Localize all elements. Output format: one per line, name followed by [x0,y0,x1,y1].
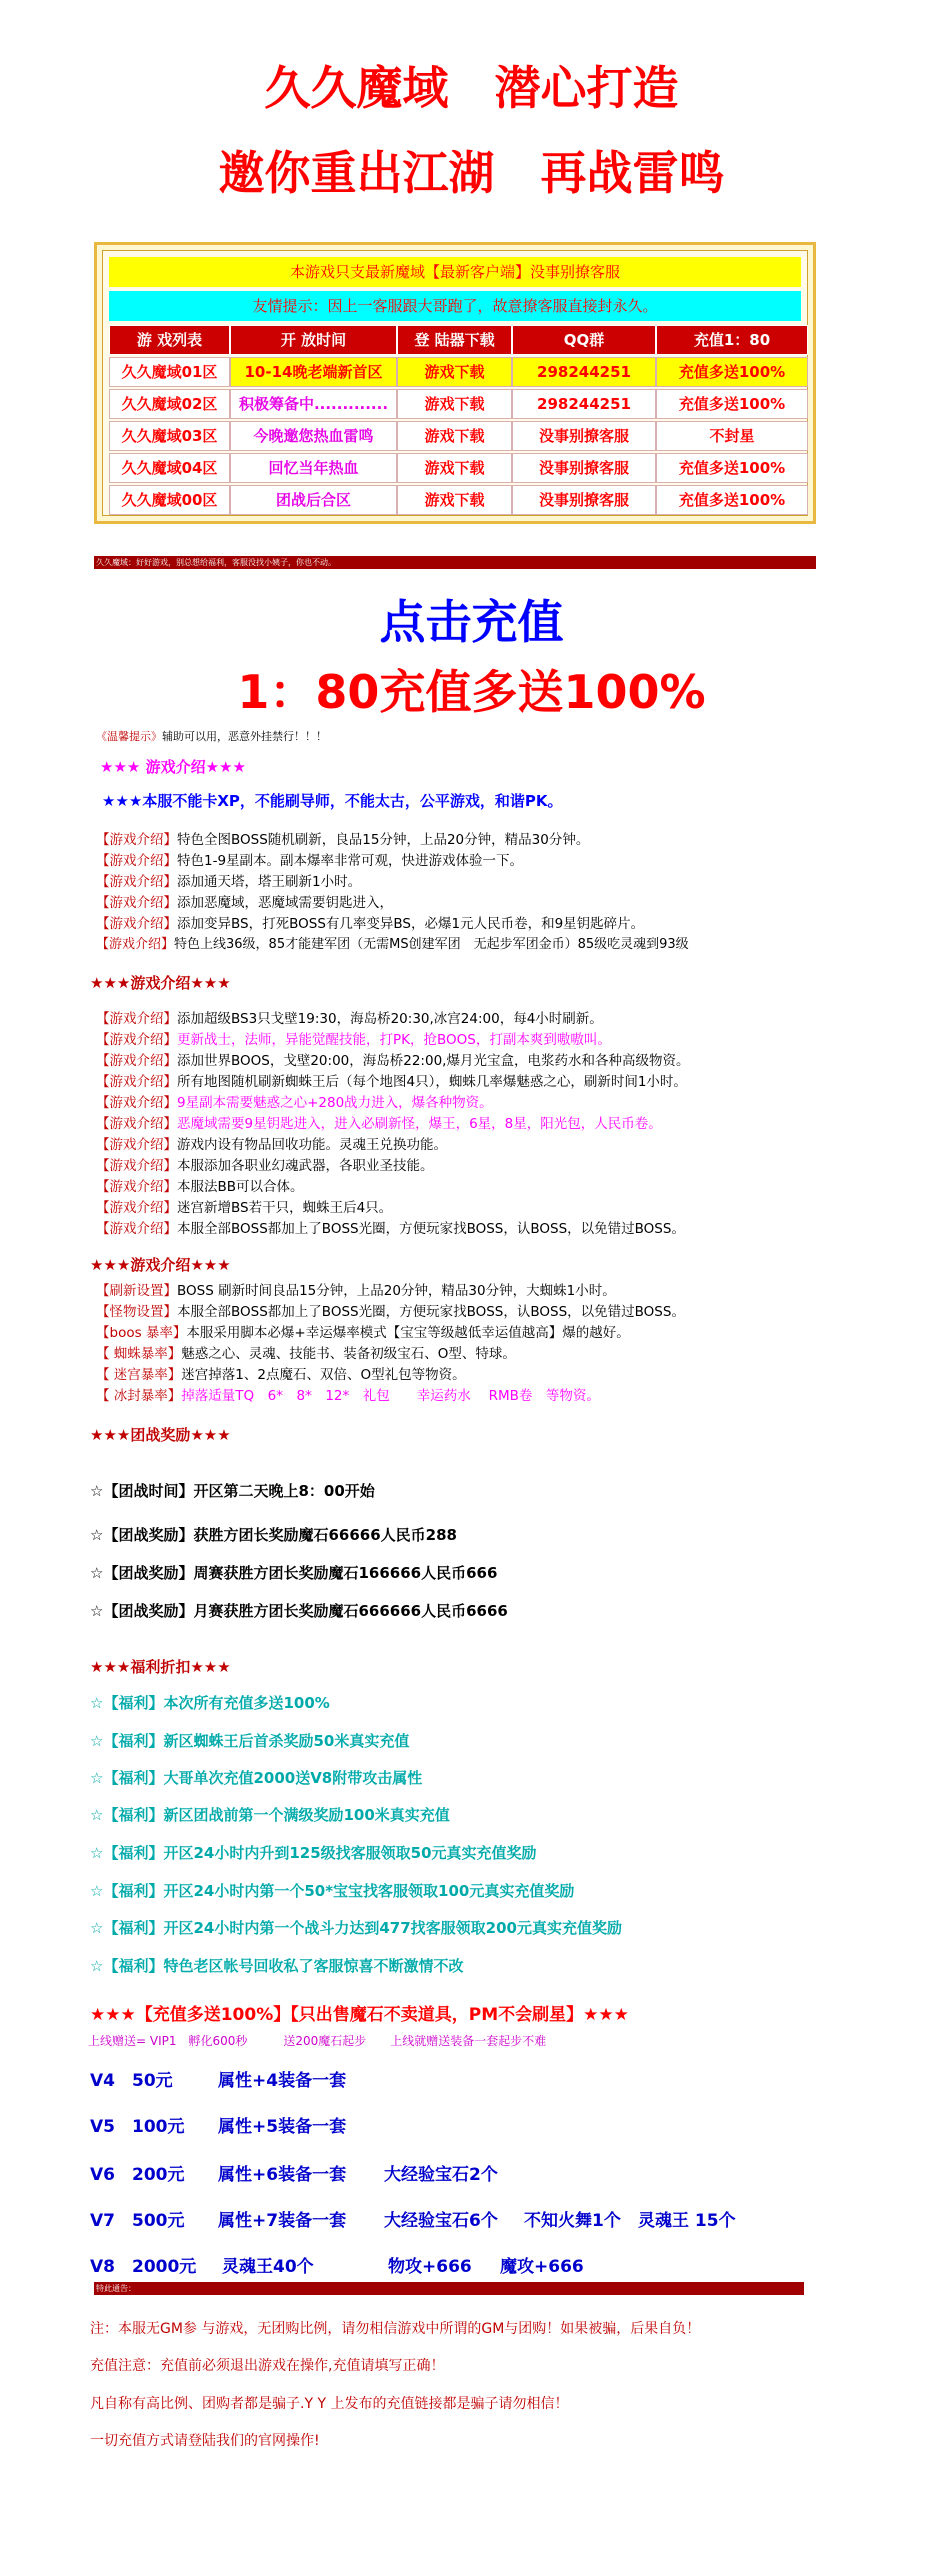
item-text: 9星副本需要魅惑之心+280战力进入，爆各种物资。 [177,1095,493,1111]
item-tag: 【游戏介绍】 [96,874,177,890]
vip-attr: 属性+7装备一套 [218,2211,347,2231]
welfare-item [90,1767,422,1788]
item-text: 本服添加各职业幻魂武器，各职业圣技能。 [177,1158,434,1174]
warm-tip [96,728,327,744]
intro3-item [96,1342,516,1362]
team-item: ☆【团战时间】开区第二天晚上8：00开始 [90,1482,375,1500]
team-item: ☆【团战奖励】获胜方团长奖励魔石66666人民币288 [90,1526,457,1544]
server-recharge: 充值多送100% [656,357,808,387]
intro1-item [96,933,689,952]
server-open-time: 团战后合区 [230,485,397,515]
item-text: 所有地图随机刷新蜘蛛王后（每个地图4只），蜘蛛几率爆魅惑之心，刷新时间1小时。 [177,1074,687,1090]
warm-tip-text: 辅助可以用，恶意外挂禁行！！！ [162,730,327,743]
intro1-item [96,870,361,890]
vip-extra2: 不知火舞1个 [524,2211,621,2231]
notice-line: 凡自称有高比例、团购者都是骗子.Y Y 上发布的充值链接都是骗子请勿相信！ [90,2396,569,2412]
item-text: 特色全图BOSS随机刷新，良品15分钟，上品20分钟，精品30分钟。 [177,832,590,848]
intro3-item [96,1384,600,1404]
item-text: 游戏内设有物品回收功能。灵魂王兑换功能。 [177,1137,447,1153]
welfare-item [90,1692,330,1713]
server-name: 久久魔域03区 [109,421,230,451]
item-text: 恶魔域需要9星钥匙进入，进入必刷新怪，爆王，6星，8星，阳光包，人民币卷。 [177,1116,662,1132]
vip-level: V6 200元 [90,2165,185,2185]
item-tag: 【游戏介绍】 [96,1074,177,1090]
item-tag: 【游戏介绍】 [96,1116,177,1132]
item-text: 添加通天塔，塔王刷新1小时。 [177,874,362,890]
item-tag: 【 迷宫暴率】 [96,1367,182,1383]
promo-banner: ★★★【充值多送100%】【只出售魔石不卖道具，PM不会刷星】★★★ [90,2005,629,2025]
item-tag: 【游戏介绍】 [96,832,177,848]
headline-line-1: 久久魔域 潜心打造 [264,61,679,115]
intro2-item [96,1196,392,1216]
intro2-item [96,1175,304,1195]
server-open-time: 回忆当年热血 [230,453,397,483]
header-open-time: 开 放时间 [230,325,397,355]
vip-attr: 属性+6装备一套 [218,2165,347,2185]
server-notice: 本游戏只支最新魔域【最新客户端】没事别撩客服 [109,257,801,287]
intro3-item [96,1321,630,1341]
header-game-list: 游 戏列表 [109,325,230,355]
team-title: ★★★团战奖励★★★ [90,1426,231,1444]
item-tag: 【 蜘蛛暴率】 [96,1346,182,1362]
notice-line: 充值注意：充值前必须退出游戏在操作,充值请填写正确！ [90,2358,445,2374]
vip-extra: 大经验宝石6个 [384,2211,498,2231]
item-tag: 【 冰封暴率】 [96,1388,182,1404]
header-recharge: 充值1：80 [656,325,808,355]
notice-red-bar: 特此通告： [94,2282,804,2295]
vip-attr: 属性+4装备一套 [218,2071,347,2091]
recharge-rate: 1：80充值多送100% [237,665,706,719]
welfare-item [90,1804,450,1825]
vip-level: V8 2000元 [90,2257,197,2277]
vip-extra3: 灵魂王 15个 [638,2211,736,2231]
item-tag: 【游戏介绍】 [96,895,177,911]
download-link[interactable]: 游戏下载 [397,421,512,451]
welfare-text: 【福利】特色老区帐号回收私了客服惊喜不断激情不改 [103,1957,464,1975]
intro1-item [96,828,589,848]
headline-line-2: 邀你重出江湖 再战雷鸣 [218,146,725,200]
item-tag: 【游戏介绍】 [96,1158,177,1174]
welfare-text: 【福利】开区24小时内升到125级找客服领取50元真实充值奖励 [103,1844,537,1862]
welfare-text: 【福利】大哥单次充值2000送V8附带攻击属性 [103,1769,423,1787]
item-tag: 【游戏介绍】 [96,1179,177,1195]
item-text: 本服采用脚本必爆+幸运爆率模式【宝宝等级越低幸运值越高】爆的越好。 [186,1325,630,1341]
star-icon: ☆ [90,1806,104,1824]
item-tag: 【游戏介绍】 [96,1221,177,1237]
notice-line: 一切充值方式请登陆我们的官网操作! [90,2433,320,2449]
server-qq: 298244251 [512,357,656,387]
star-icon: ☆ [90,1844,104,1862]
server-name: 久久魔域01区 [109,357,230,387]
intro1-subtitle: ★★★本服不能卡XP，不能刷导师，不能太古，公平游戏，和谐PK。 [102,792,563,810]
welfare-text: 【福利】开区24小时内第一个50*宝宝找客服领取100元真实充值奖励 [103,1882,575,1900]
item-text: 迷宫新增BS若干只，蜘蛛王后4只。 [177,1200,393,1216]
welfare-item [90,1730,409,1751]
item-tag: 【游戏介绍】 [96,1032,177,1048]
download-link[interactable]: 游戏下载 [397,389,512,419]
star-icon: ☆ [90,1882,104,1900]
download-link[interactable]: 游戏下载 [397,357,512,387]
item-tag: 【游戏介绍】 [96,1137,177,1153]
intro3-item [96,1279,616,1299]
team-item: ☆【团战奖励】周赛获胜方团长奖励魔石166666人民币666 [90,1564,498,1582]
intro2-item [96,1112,662,1132]
welfare-item [90,1955,463,1976]
intro1-title: ★★★ 游戏介绍★★★ [100,758,246,776]
welfare-item [90,1880,574,1901]
server-open-time: 积极筹备中............. [230,389,397,419]
vip-extra: 大经验宝石2个 [384,2165,498,2185]
vip-extra2: 魔攻+666 [500,2257,584,2277]
vip-level: V7 500元 [90,2211,185,2231]
star-icon: ☆ [90,1957,104,1975]
intro2-title: ★★★游戏介绍★★★ [90,974,231,992]
warm-tip-label: 《温馨提示》 [96,730,162,743]
intro2-item [96,1028,611,1048]
vip-level: V5 100元 [90,2117,185,2137]
team-item: ☆【团战奖励】月赛获胜方团长奖励魔石666666人民币6666 [90,1602,508,1620]
welfare-item [90,1917,622,1938]
item-tag: 【刷新设置】 [96,1283,177,1299]
item-tag: 【游戏介绍】 [96,1095,177,1111]
item-text: 添加恶魔域，恶魔域需要钥匙进入， [177,895,393,911]
star-icon: ☆ [90,1919,104,1937]
star-icon: ☆ [90,1694,104,1712]
header-qq-group: QQ群 [512,325,656,355]
welfare-text: 【福利】本次所有充值多送100% [103,1694,330,1712]
server-name: 久久魔域02区 [109,389,230,419]
star-icon: ☆ [90,1732,104,1750]
welfare-item [90,1842,537,1863]
intro2-item [96,1133,447,1153]
item-tag: 【怪物设置】 [96,1304,177,1320]
intro3-item [96,1300,685,1320]
server-open-time: 今晚邀您热血雷鸣 [230,421,397,451]
vip-attr: 灵魂王40个 [222,2257,314,2277]
item-text: 本服全部BOSS都加上了BOSS光圈，方便玩家找BOSS，认BOSS，以免错过BOSS。 [177,1304,685,1320]
vip-level: V4 50元 [90,2071,173,2091]
intro2-item [96,1217,685,1237]
server-recharge: 不封星 [656,421,808,451]
top-red-bar: 久久魔域：好好游戏，别总想给福利，客服没找小姨子，你也不动。 [94,556,816,569]
item-text: 迷宫掉落1、2点魔石、双倍、O型礼包等物资。 [181,1367,466,1383]
item-tag: 【游戏介绍】 [96,1200,177,1216]
welfare-title: ★★★福利折扣★★★ [90,1658,231,1676]
vip-attr: 属性+5装备一套 [218,2117,347,2137]
intro2-item [96,1007,603,1027]
server-recharge: 充值多送100% [656,485,808,515]
server-list-box [94,242,816,524]
notice-line: 注：本服无GM参 与游戏，无团购比例，请勿相信游戏中所谓的GM与团购！如果被骗，后果自负！ [90,2321,701,2337]
intro1-item [96,912,644,932]
intro2-item [96,1091,493,1111]
item-tag: 【游戏介绍】 [96,916,177,932]
item-text: BOSS 刷新时间良品15分钟，上品20分钟，精品30分钟，大蜘蛛1小时。 [177,1283,616,1299]
intro3-title: ★★★游戏介绍★★★ [90,1256,231,1274]
friendly-tip: 友情提示：因上一客服跟大哥跑了，故意撩客服直接封永久。 [109,291,801,321]
intro2-item [96,1154,434,1174]
welfare-text: 【福利】新区蜘蛛王后首杀奖励50米真实充值 [103,1732,410,1750]
item-text: 特色上线36级，85才能建军团（无需MS创建军团 无起步军团金币）85级吃灵魂到93级 [174,937,689,952]
item-text: 更新战士，法师，异能觉醒技能，打PK，抢BOOS，打副本爽到嗷嗷叫。 [177,1032,611,1048]
server-name: 久久魔域04区 [109,453,230,483]
intro2-item [96,1049,689,1069]
star-icon: ☆ [90,1769,104,1787]
vip-extra: 物攻+666 [388,2257,472,2277]
promo-sub: 上线赠送= VIP1 孵化600秒 送200魔石起步 上线就赠送装备一套起步不难 [88,2034,547,2048]
item-text: 本服全部BOSS都加上了BOSS光圈，方便玩家找BOSS，认BOSS，以免错过BOSS。 [177,1221,685,1237]
server-list-inner [102,250,808,516]
item-text: 本服法BB可以合体。 [177,1179,304,1195]
server-name: 久久魔域00区 [109,485,230,515]
welfare-text: 【福利】新区团战前第一个满级奖励100米真实充值 [103,1806,450,1824]
item-tag: 【游戏介绍】 [96,1053,177,1069]
item-text: 添加超级BS3只戈壁19:30，海岛桥20:30,冰宫24:00，每4小时刷新。 [177,1011,603,1027]
server-qq: 没事别撩客服 [512,453,656,483]
item-tag: 【游戏介绍】 [96,937,175,952]
server-recharge: 充值多送100% [656,389,808,419]
intro1-item [96,849,523,869]
server-qq: 298244251 [512,389,656,419]
intro3-item [96,1363,466,1383]
download-link[interactable]: 游戏下载 [397,485,512,515]
item-text: 特色1-9星副本。副本爆率非常可观，快进游戏体验一下。 [177,853,524,869]
download-link[interactable]: 游戏下载 [397,453,512,483]
server-qq: 没事别撩客服 [512,485,656,515]
item-text: 添加世界BOOS，戈壁20:00，海岛桥22:00,爆月光宝盒，电浆药水和各种高级物资。 [177,1053,690,1069]
item-text: 魅惑之心、灵魂、技能书、装备初级宝石、O型、特球。 [181,1346,516,1362]
server-qq: 没事别撩客服 [512,421,656,451]
server-open-time: 10-14晚老端新首区 [230,357,397,387]
item-text: 添加变异BS，打死BOSS有几率变异BS，必爆1元人民币卷，和9星钥匙碎片。 [177,916,645,932]
welfare-text: 【福利】开区24小时内第一个战斗力达到477找客服领取200元真实充值奖励 [103,1919,622,1937]
intro2-item [96,1070,687,1090]
header-download: 登 陆器下载 [397,325,512,355]
item-tag: 【游戏介绍】 [96,853,177,869]
item-tag: 【游戏介绍】 [96,1011,177,1027]
item-tag: 【boos 暴率】 [96,1325,187,1341]
recharge-link[interactable]: 点击充值 [379,595,564,649]
intro1-item [96,891,393,911]
item-text: 掉落适量TQ 6* 8* 12* 礼包 幸运药水 RMB卷 等物资。 [181,1388,600,1404]
server-recharge: 充值多送100% [656,453,808,483]
